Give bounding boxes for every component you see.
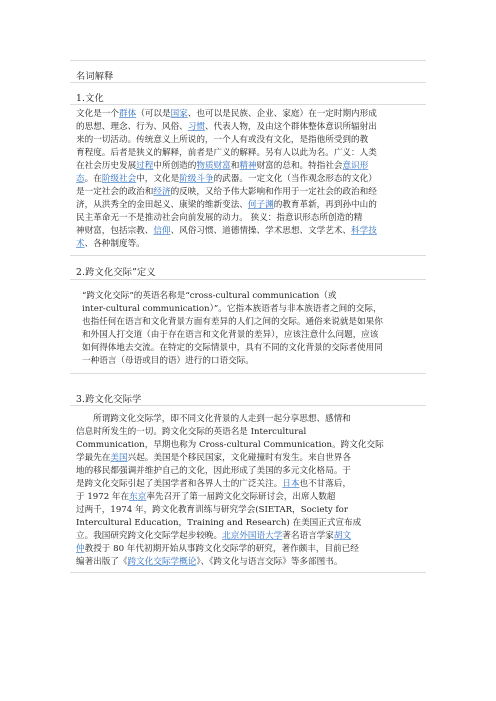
text-run: 编著出版了《 <box>76 557 128 567</box>
term-link[interactable]: 态 <box>76 174 85 184</box>
text-run: 、风俗习惯、道德情操、学术思想、文学艺术、 <box>170 226 352 236</box>
section-heading-cross-cultural-communication: 2.跨文化交际”定义 <box>76 267 156 278</box>
text-line <box>76 530 423 543</box>
text-line <box>76 504 423 517</box>
text-run: 的教育革新，再到孙中山的 <box>273 200 377 210</box>
section-divider <box>70 82 426 83</box>
text-run: 财富的总和。特指社会 <box>256 161 343 171</box>
term-link[interactable]: 习惯 <box>187 122 205 132</box>
term-link[interactable]: 经济 <box>153 187 171 197</box>
text-run: 和 <box>230 161 240 171</box>
text-line <box>76 517 423 530</box>
text-line <box>76 478 423 491</box>
text-line <box>76 121 423 134</box>
text-run: 教授于 80 年代初期开始从事跨文化交际学的研究，著作颇丰，目前已经 <box>84 544 359 554</box>
text-line <box>76 238 423 251</box>
text-run: 、代表人物，及由这个群体整体意识所辐射出 <box>204 122 377 132</box>
text-run: 如何得体地去交流。在特定的交际情景中，具有不同的文化背景的交际者使用同 <box>82 343 383 353</box>
text-run: 中，文化是 <box>136 174 180 184</box>
text-line <box>82 355 423 368</box>
text-line <box>76 108 423 121</box>
top-divider <box>70 60 426 61</box>
text-run: 。在 <box>84 174 102 184</box>
text-run: 在社会历史发展 <box>76 161 137 171</box>
term-link[interactable]: 物质财富 <box>196 161 231 171</box>
term-link[interactable]: 美国 <box>110 453 128 463</box>
text-line <box>76 173 423 186</box>
term-link[interactable]: 东京 <box>129 492 147 502</box>
term-link[interactable]: 科学技 <box>351 226 377 236</box>
text-run: 、各种制度等。 <box>84 239 145 249</box>
text-run: 中所创造的 <box>153 161 197 171</box>
section-divider <box>70 279 426 280</box>
page-title: 名词解释 <box>76 71 114 82</box>
text-run: “跨文化交际”的英语名称是“cross-cultural communication（或 <box>82 291 337 301</box>
text-line <box>76 212 423 225</box>
text-line <box>82 316 423 329</box>
text-run: 地的移民都强调并维护自己的文化，因此形成了美国的多元文化格局。于 <box>76 466 352 476</box>
section-divider <box>70 373 426 374</box>
term-link[interactable]: 仲 <box>76 544 85 554</box>
section-divider <box>70 405 426 406</box>
term-link[interactable]: 意识形 <box>342 161 369 171</box>
text-run: 一种语言（母语或目的语）进行的口语交际。 <box>82 356 254 366</box>
term-link[interactable]: 过程 <box>136 161 154 171</box>
term-link[interactable]: 阶级斗争 <box>179 174 214 184</box>
text-run: 立。我国研究跨文化交际学起步较晚。 <box>76 531 223 541</box>
term-link[interactable]: 信仰 <box>153 226 171 236</box>
text-line <box>76 439 423 452</box>
section-heading-intercultural-communication-studies: 3.跨文化交际学 <box>76 394 142 405</box>
text-line <box>76 186 423 199</box>
text-run: 是跨文化交际引起了美国学者和各界人士的广泛关注。 <box>76 479 283 489</box>
text-run: 率先召开了第一届跨文化交际研讨会，出席人数超 <box>146 492 336 502</box>
term-link[interactable]: 群体 <box>118 109 137 119</box>
text-run: 》、《跨文化与语言交际》等多部图书。 <box>196 557 343 567</box>
text-run: 学最先在 <box>76 453 111 463</box>
text-run: 育程度。后者是狭义的解释，前者是广义的解释。另有人以此为名。广义：人类 <box>76 148 377 158</box>
text-run: 民主革命无一不是推动社会向前发展的动力。 狭义：指意识形态所创造的精 <box>76 213 363 223</box>
text-line <box>82 329 423 342</box>
text-line <box>82 290 423 303</box>
text-run: 兴起。美国是个移民国家，文化碰撞时有发生。来自世界各 <box>127 453 352 463</box>
text-run: 、也可以是民族、企业、家庭）在一定时期内形成 <box>187 109 377 119</box>
text-run: 的反映，又给予伟大影响和作用于一定社会的政治和经 <box>170 187 377 197</box>
term-link[interactable]: 跨文化交际学概论 <box>127 557 197 567</box>
text-line <box>76 556 423 569</box>
term-link[interactable]: 精神 <box>239 161 257 171</box>
text-run: Communication，早期也称为 Cross-cultural Communication。跨文化交际 <box>76 440 384 450</box>
text-line <box>76 134 423 147</box>
text-run: 著名语言学家 <box>282 531 334 541</box>
term-link[interactable]: 日本 <box>282 479 300 489</box>
term-link[interactable]: 北京外国语大学 <box>222 531 283 541</box>
term-link[interactable]: 国家 <box>170 109 188 119</box>
text-line <box>76 160 423 173</box>
text-run: 信息时所发生的一切。跨文化交际的英语名是 Intercultural <box>76 427 307 437</box>
text-run: 的思想、理念、行为、风俗、 <box>76 122 188 132</box>
text-line <box>82 342 423 355</box>
text-line <box>76 543 423 556</box>
text-line <box>76 491 423 504</box>
bottom-divider <box>70 572 426 573</box>
section-body-culture <box>76 108 423 251</box>
section-divider <box>70 255 426 256</box>
text-line <box>76 413 423 426</box>
term-link[interactable]: 阶级社会 <box>101 174 137 184</box>
text-line <box>82 303 423 316</box>
text-run: 济，从洪秀全的金田起义、康梁的维新变法、 <box>76 200 248 210</box>
term-link[interactable]: 胡文 <box>333 531 352 541</box>
text-run: 神财富，包括宗教、 <box>76 226 154 236</box>
text-line <box>76 225 423 238</box>
text-run: （可以是 <box>136 109 171 119</box>
text-run: 和外国人打交道（由于存在语言和文化背景的差异），应该注意什么问题，应该 <box>82 330 379 340</box>
text-line <box>76 465 423 478</box>
text-line <box>76 199 423 212</box>
term-link[interactable]: 何子渊 <box>247 200 274 210</box>
text-run: 也指任何在语言和文化背景方面有差异的人们之间的交际。通俗来说就是如果你 <box>82 317 383 327</box>
text-run: 所谓跨文化交际学，即不同文化背景的人走到一起分享思想、感情和 <box>93 414 351 424</box>
text-run: 文化是一个 <box>76 109 119 119</box>
text-run: 来的一切活动。传统意义上所说的，一个人有或没有文化，是指他所受到的教 <box>76 135 369 145</box>
text-run: 也不甘落后， <box>299 479 352 489</box>
text-line <box>76 426 423 439</box>
text-run: 过两千，1974 年，跨文化教育训练与研究学会(SIETAR，Society for <box>76 505 348 515</box>
text-run: inter-cultural communication）”。它指本族语者与非本族语者之间的交际， <box>82 304 382 314</box>
text-run: 的武器。一定文化（当作观念形态的文化） <box>213 174 377 184</box>
text-line <box>76 452 423 465</box>
section-heading-culture: 1.文化 <box>76 93 104 104</box>
section-divider <box>70 104 426 105</box>
section-body-cross-cultural-communication <box>82 290 423 368</box>
section-body-intercultural-communication-studies <box>76 413 423 569</box>
text-run: 于 1972 年在 <box>76 492 130 502</box>
text-line <box>76 147 423 160</box>
text-run: Intercultural Education，Training and Research) 在美国正式宣布成 <box>76 518 362 528</box>
term-link[interactable]: 术 <box>76 239 85 249</box>
text-run: 是一定社会的政治和 <box>76 187 154 197</box>
